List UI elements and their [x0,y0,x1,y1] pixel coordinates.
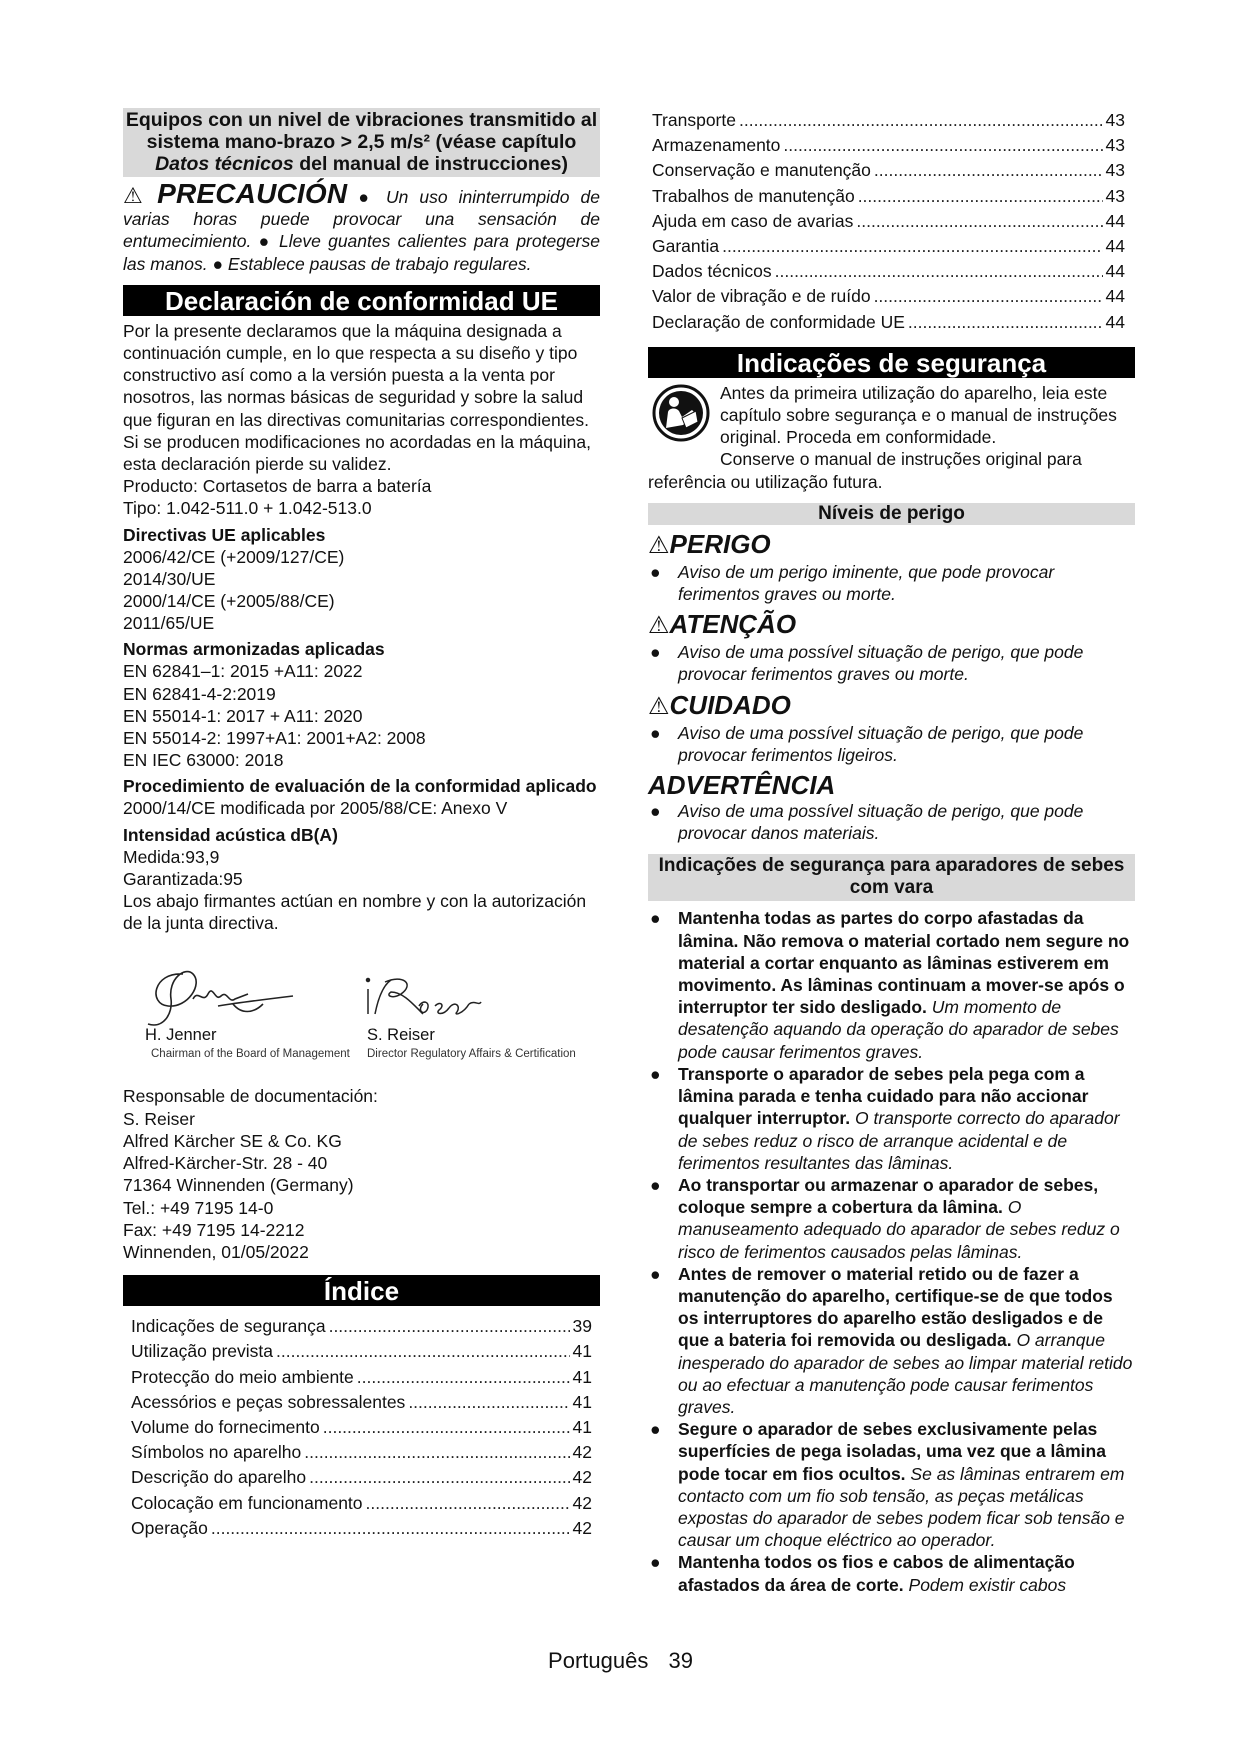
aparadores-title: Indicações de segurança para aparadores de sebes com vara [648,854,1135,901]
page-footer [0,1648,1241,1674]
intensidad-heading: Intensidad acústica dB(A) [123,824,338,845]
level-heading: ⚠CUIDADO [648,689,791,720]
precaucion-heading: ⚠ PRECAUCIÓN [123,178,348,209]
toc-entry[interactable]: Símbolos no aparelho ..... 42 [131,1440,592,1465]
producto: Producto: Cortasetos de barra a batería [123,476,432,497]
firmantes-text: Los abajo firmantes actúan en nombre y con la autorización de la junta directiva. [123,891,587,934]
level-text: ● Aviso de um perigo iminente, que pode provocar ferimentos graves ou morte. [650,561,1055,605]
toc-right [648,108,1135,335]
directivas-heading: Directivas UE aplicables [123,524,326,545]
toc-entry[interactable]: Declaração de conformidade UE ..... 44 [652,310,1125,335]
directiva-item: 2014/30/UE [123,568,216,589]
toc-entry[interactable]: Armazenamento ..... 43 [652,133,1125,158]
declaration-title: Declaración de conformidad UE [123,285,600,316]
seguranca-intro [648,382,1135,449]
signer2-role: Director Regulatory Affairs & Certification [367,1048,576,1061]
warning-triangle-icon: ⚠ [648,692,670,720]
responsable-line: 71364 Winnenden (Germany) [123,1175,354,1196]
footer-language: Português [548,1648,649,1673]
right-column [648,108,1135,1596]
toc-left [123,1314,600,1541]
responsable-line: Tel.: +49 7195 14-0 [123,1197,274,1218]
directivas-list [123,546,600,635]
level-heading: ⚠ATENÇÃO [648,609,797,640]
left-column [123,108,600,1541]
safety-bullet: ● Segure o aparador de sebes exclusivamente pelas superfícies de pega isoladas, uma vez que a lâmina pode tocar em fios ocultos. Se as lâminas entrarem em contacto com um fio sob tensão, as peças metálicas expostas do aparador de sebes podem ficar sob tensão e causar um choque eléctrico ao operador. [650,1419,1125,1551]
norma-item: EN IEC 63000: 2018 [123,750,284,771]
niveis-title: Níveis de perigo [648,503,1135,525]
safety-bullet: ● Mantenha todas as partes do corpo afastadas da lâmina. Não remova o material cortado nem segure no material a cortar enquanto as lâminas estiverem em movimento. As lâminas continuam a mover-se após o interruptor ter sido desligado. Um momento de desatenção aquando da operação do aparador de sebes pode causar ferimentos graves. [650,908,1130,1062]
vibration-title-end: del manual de instrucciones) [299,153,568,175]
garantizada: Garantizada:95 [123,868,243,889]
safety-bullet: ● Mantenha todos os fios e cabos de alimentação afastados da área de corte. Podem existir cabos [650,1552,1075,1595]
toc-entry[interactable]: Volume do fornecimento ..... 41 [131,1415,592,1440]
norma-item: EN 62841-4-2:2019 [123,683,276,704]
normas-list [123,660,600,771]
normas-heading: Normas armonizadas aplicadas [123,639,385,660]
toc-entry[interactable]: Colocação em funcionamento ..... 42 [131,1491,592,1516]
toc-entry[interactable]: Ajuda em caso de avarias ..... 44 [652,209,1125,234]
safety-bullet: ● Transporte o aparador de sebes pela pega com a lâmina parada e tenha cuidado para não accionar qualquer interruptor. O transporte correcto do aparador de sebes reduz o risco de arranque acidental e de ferimentos resultantes das lâminas. [650,1063,1120,1173]
signer1-role: Chairman of the Board of Management [151,1048,350,1061]
level-heading: ⚠PERIGO [648,528,771,559]
medida: Medida:93,9 [123,846,220,867]
safety-bullets [648,907,1135,1595]
warning-triangle-icon: ⚠ [123,183,150,208]
procedimiento-text: 2000/14/CE modificada por 2005/88/CE: Anexo V [123,798,508,819]
toc-entry[interactable]: Transporte ..... 43 [652,108,1125,133]
responsable-line: Winnenden, 01/05/2022 [123,1241,309,1262]
precaucion-text: ● Un uso ininterrumpido de varias horas puede provocar una sensación de entumecimiento. ● Lleve guantes calientes para protegerse las manos. ● Establece pausas de trabajo regulares. [123,187,600,274]
responsable-line: Alfred Kärcher SE & Co. KG [123,1130,342,1151]
directiva-item: 2011/65/UE [123,613,215,634]
toc-entry[interactable]: Trabalhos de manutenção ..... 43 [652,184,1125,209]
seguranca-intro2-text: Conserve o manual de instruções original para referência ou utilização futura. [648,449,1082,492]
directiva-item: 2000/14/CE (+2005/88/CE) [123,591,335,612]
responsable-block [123,1085,600,1263]
warning-triangle-icon: ⚠ [648,531,670,559]
page-number: 39 [668,1648,693,1673]
seguranca-title: Indicações de segurança [648,347,1135,378]
level-heading: ADVERTÊNCIA [648,770,836,801]
signer1-name: H. Jenner [145,1026,217,1045]
declaration-text: Por la presente declaramos que la máquina designada a continuación cumple, en lo que respecta a su diseño y tipo constructivo así como a la versión puesta a la venta por nosotros, las normas básicas de seguridad y sobre la salud que figuran en las directivas comunitarias correspondientes. Si se producen modificaciones no acordadas en la máquina, esta declaración pierde su validez. [123,320,591,475]
signature-reiser-icon [367,979,482,1015]
toc-entry[interactable]: Conservação e manutenção ..... 43 [652,158,1125,183]
warning-triangle-icon: ⚠ [648,612,670,640]
indice-title: Índice [123,1275,600,1306]
toc-entry[interactable]: Dados técnicos ..... 44 [652,259,1125,284]
toc-entry[interactable]: Operação ..... 42 [131,1516,592,1541]
signatures [123,944,600,1079]
toc-entry[interactable]: Descrição do aparelho ..... 42 [131,1465,592,1490]
vibration-title [123,108,600,177]
signer2-name: S. Reiser [367,1026,435,1045]
vibration-title-italic: Datos técnicos [155,153,294,175]
toc-entry[interactable]: Garantia ..... 44 [652,234,1125,259]
level-text: ● Aviso de uma possível situação de perigo, que pode provocar ferimentos ligeiros. [650,722,1084,765]
vibration-title-text: Equipos con un nivel de vibraciones transmitido al sistema mano-brazo > 2,5 m/s² (véase capítulo [125,109,598,153]
level-text: ● Aviso de uma possível situação de perigo, que pode provocar ferimentos graves ou morte. [650,642,1084,685]
toc-entry[interactable]: Utilização prevista ..... 41 [131,1339,592,1364]
responsable-line: Responsable de documentación: [123,1086,378,1107]
level-text: ● Aviso de uma possível situação de perigo, que pode provocar danos materiais. [650,801,1084,844]
norma-item: EN 55014-2: 1997+A1: 2001+A2: 2008 [123,728,426,749]
norma-item: EN 55014-1: 2017 + A11: 2020 [123,705,363,726]
directiva-item: 2006/42/CE (+2009/127/CE) [123,546,345,567]
toc-entry[interactable]: Indicações de segurança ..... 39 [131,1314,592,1339]
toc-entry[interactable]: Valor de vibração e de ruído ..... 44 [652,284,1125,309]
signature-jenner-icon [148,972,293,1025]
seguranca-intro-text: Antes da primeira utilização do aparelho, leia este capítulo sobre segurança e o manual de instruções original. Proceda em conformidade. [720,382,1117,448]
responsable-line: Fax: +49 7195 14-2212 [123,1219,305,1240]
tipo: Tipo: 1.042-511.0 + 1.042-513.0 [123,498,372,519]
safety-bullet: ● Ao transportar ou armazenar o aparador de sebes, coloque sempre a cobertura da lâmina. O manuseamento adequado do aparador de sebes reduz o risco de ferimentos causados pelas lâminas. [650,1174,1120,1262]
toc-entry[interactable]: Protecção do meio ambiente ..... 41 [131,1365,592,1390]
danger-levels [648,529,1135,845]
read-manual-icon [652,384,710,442]
responsable-line: Alfred-Kärcher-Str. 28 - 40 [123,1153,328,1174]
norma-item: EN 62841–1: 2015 +A11: 2022 [123,661,363,682]
procedimiento-heading: Procedimiento de evaluación de la conformidad aplicado [123,776,597,797]
toc-entry[interactable]: Acessórios e peças sobressalentes ..... 41 [131,1390,592,1415]
safety-bullet: ● Antes de remover o material retido ou de fazer a manutenção do aparelho, certifique-se de que todos os interruptores do aparelho estão desligados e de que a bateria foi removida ou desligada. O arranque inesperado do aparador de sebes ao limpar material retido ou ao efectuar a manutenção pode causar ferimentos graves. [650,1263,1133,1417]
responsable-line: S. Reiser [123,1108,195,1129]
precaucion-block [123,178,600,275]
